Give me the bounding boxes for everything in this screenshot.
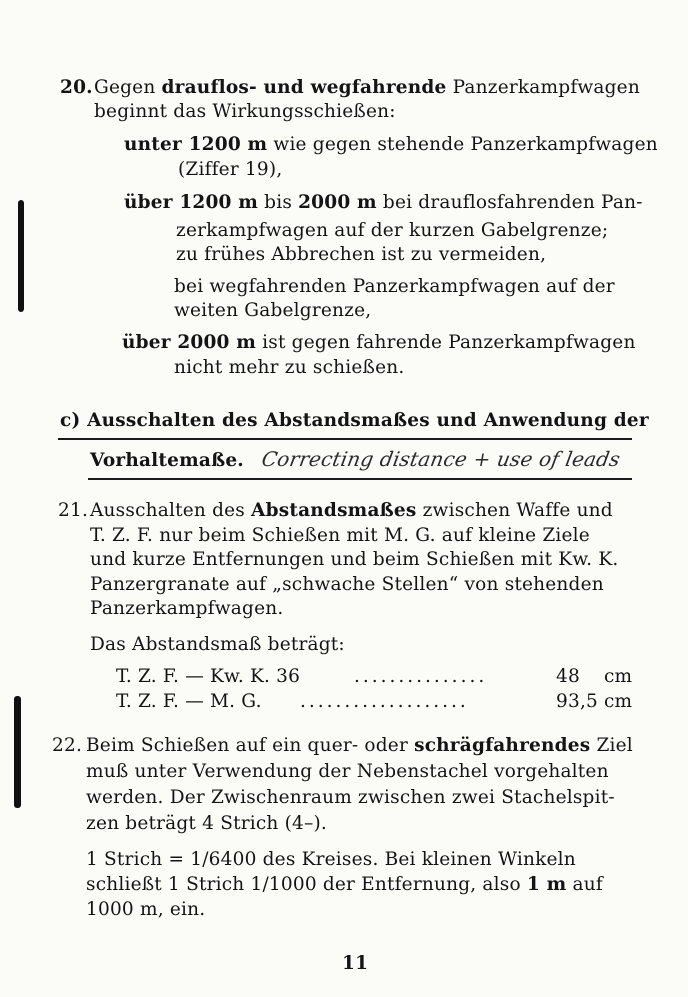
s20-item-under-1200: unter 1200 m wie gegen stehende Panzerkampfwagen	[124, 134, 658, 155]
margin-mark	[14, 696, 21, 808]
heading-rule	[88, 478, 632, 480]
table-row-kwk-unit: cm	[604, 666, 633, 687]
table-row-kwk: T. Z. F. — Kw. K. 36	[116, 666, 301, 687]
s20-item-over-1200-l3: zu frühes Abbrechen ist zu vermeiden,	[176, 244, 547, 265]
s20-item-over-1200-l2: zerkampfwagen auf der kurzen Gabelgrenze;	[176, 220, 609, 241]
s21-line-2: T. Z. F. nur beim Schießen mit M. G. auf kleine Ziele	[90, 525, 590, 546]
s20-line-2: beginnt das Wirkungsschießen:	[94, 101, 396, 122]
table-row-kwk-value: 48	[556, 666, 580, 687]
s20-item-over-2000-l2: nicht mehr zu schießen.	[174, 357, 405, 378]
table-row-mg-unit: cm	[604, 691, 633, 712]
section-number-20: 20.	[60, 77, 93, 98]
s20-item-over-1200-l4: bei wegfahrenden Panzerkampfwagen auf der	[174, 276, 615, 297]
s21-line-1: Ausschalten des Abstandsmaßes zwischen Waffe und	[90, 500, 613, 521]
margin-mark	[18, 200, 24, 312]
s21-line-4: Panzergranate auf „schwache Stellen“ von stehenden	[90, 574, 604, 595]
s22-line-1: Beim Schießen auf ein quer- oder schrägfahrendes Ziel	[86, 735, 633, 756]
s22-line-2: muß unter Verwendung der Nebenstachel vorgehalten	[86, 761, 609, 782]
s21-line-3: und kurze Entfernungen und beim Schießen mit Kw. K.	[90, 549, 619, 570]
section-c-heading-l2: Vorhaltemaße.	[90, 450, 244, 471]
s20-line-1: Gegen drauflos- und wegfahrende Panzerkampfwagen	[94, 77, 640, 98]
s22-line-3: werden. Der Zwischenraum zwischen zwei Stachelspit-	[86, 787, 615, 808]
s20-item-over-2000: über 2000 m ist gegen fahrende Panzerkampfwagen	[122, 332, 636, 353]
s21-line-5: Panzerkampfwagen.	[90, 598, 284, 619]
s20-item-over-1200-l5: weiten Gabelgrenze,	[174, 300, 372, 321]
s21-line-6: Das Abstandsmaß beträgt:	[90, 634, 345, 655]
table-row-mg: T. Z. F. — M. G.	[116, 691, 262, 712]
s22-line-6: schließt 1 Strich 1/1000 der Entfernung, also 1 m auf	[86, 874, 603, 895]
section-number-21: 21.	[58, 500, 89, 521]
heading-rule	[58, 438, 632, 440]
table-row-mg-leader: ...................	[300, 691, 469, 712]
s20-item-under-1200-cont: (Ziffer 19),	[178, 159, 283, 180]
s22-line-4: zen beträgt 4 Strich (4–).	[86, 813, 327, 834]
section-number-22: 22.	[52, 735, 83, 756]
s22-line-7: 1000 m, ein.	[86, 899, 206, 920]
table-row-kwk-leader: ...............	[354, 666, 488, 687]
table-row-mg-value: 93,5	[556, 691, 598, 712]
page-number: 11	[342, 953, 369, 974]
s20-item-over-1200: über 1200 m bis 2000 m bei drauflosfahrenden Pan-	[124, 192, 643, 213]
section-c-heading: c) Ausschalten des Abstandsmaßes und Anwendung der	[60, 410, 649, 431]
s22-line-5: 1 Strich = 1/6400 des Kreises. Bei kleinen Winkeln	[86, 849, 576, 870]
handwritten-annotation: Correcting distance + use of leads	[259, 447, 623, 471]
